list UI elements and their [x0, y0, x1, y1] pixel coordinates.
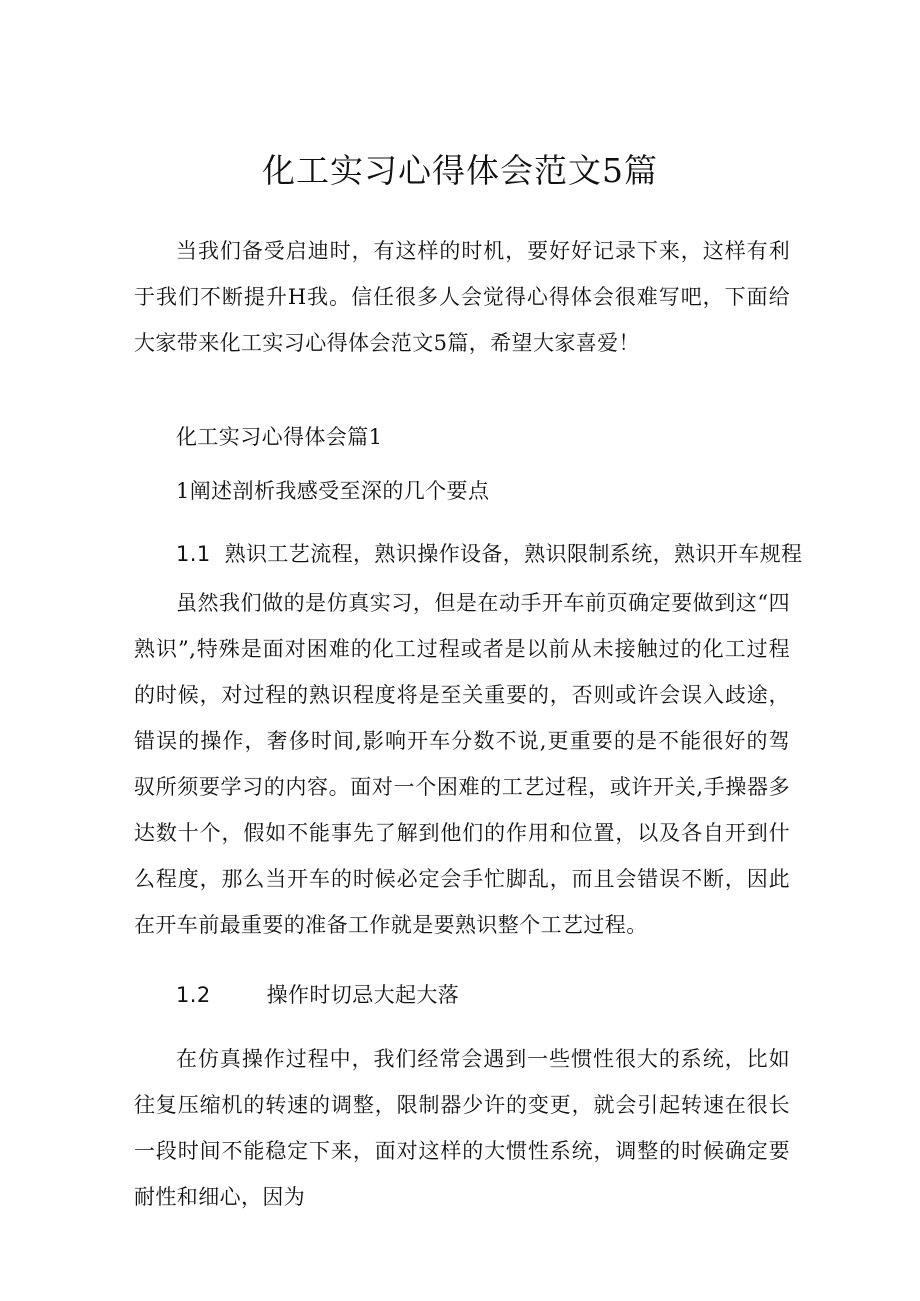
item-text: 熟识工艺流程，熟识操作设备，熟识限制系统，熟识开车规程 [224, 542, 803, 566]
item-number: 1.2 [176, 983, 211, 1007]
document-title: 化工实习心得体会范文5篇 [262, 151, 658, 190]
item-number: 1.1 [176, 542, 211, 566]
intro-paragraph: 当我们备受启迪时，有这样的时机，要好好记录下来，这样有利于我们不断提升H我。信任很多人会觉得心得体会很难写吧，下面给大家带来化工实习心得体会范文5篇，希望大家喜爱！ [134, 239, 790, 355]
section-heading: 化工实习心得体会篇1 [176, 425, 383, 449]
body-paragraph: 虽然我们做的是仿真实习，但是在动手开车前页确定要做到这“四熟识”,特殊是面对困难的化工过程或者是以前从未接触过的化工过程的时候，对过程的熟识程度将是至关重要的，否则或许会误入歧途，错误的操作，奢侈时间,影响开车分数不说,更重要的是不能很好的驾驭所须要学习的内容。面对一个困难的工艺过程，或许开关,手操器多达数十个，假如不能事先了解到他们的作用和位置，以及各自开到什么程度，那么当开车的时候必定会手忙脚乱，而且会错误不断，因此在开车前最重要的准备工作就是要熟识整个工艺过程。 [134, 591, 790, 937]
body-paragraph: 在仿真操作过程中，我们经常会遇到一些惯性很大的系统，比如往复压缩机的转速的调整，限制器少许的变更，就会引起转速在很长一段时间不能稳定下来，面对这样的大惯性系统，调整的时候确定要耐性和细心，因为 [134, 1047, 790, 1209]
subheading: 1阐述剖析我感受至深的几个要点 [176, 479, 490, 503]
item-heading-1-1 [176, 539, 802, 569]
item-text: 操作时切忌大起大落 [266, 983, 460, 1007]
item-heading-1-2 [176, 980, 459, 1010]
